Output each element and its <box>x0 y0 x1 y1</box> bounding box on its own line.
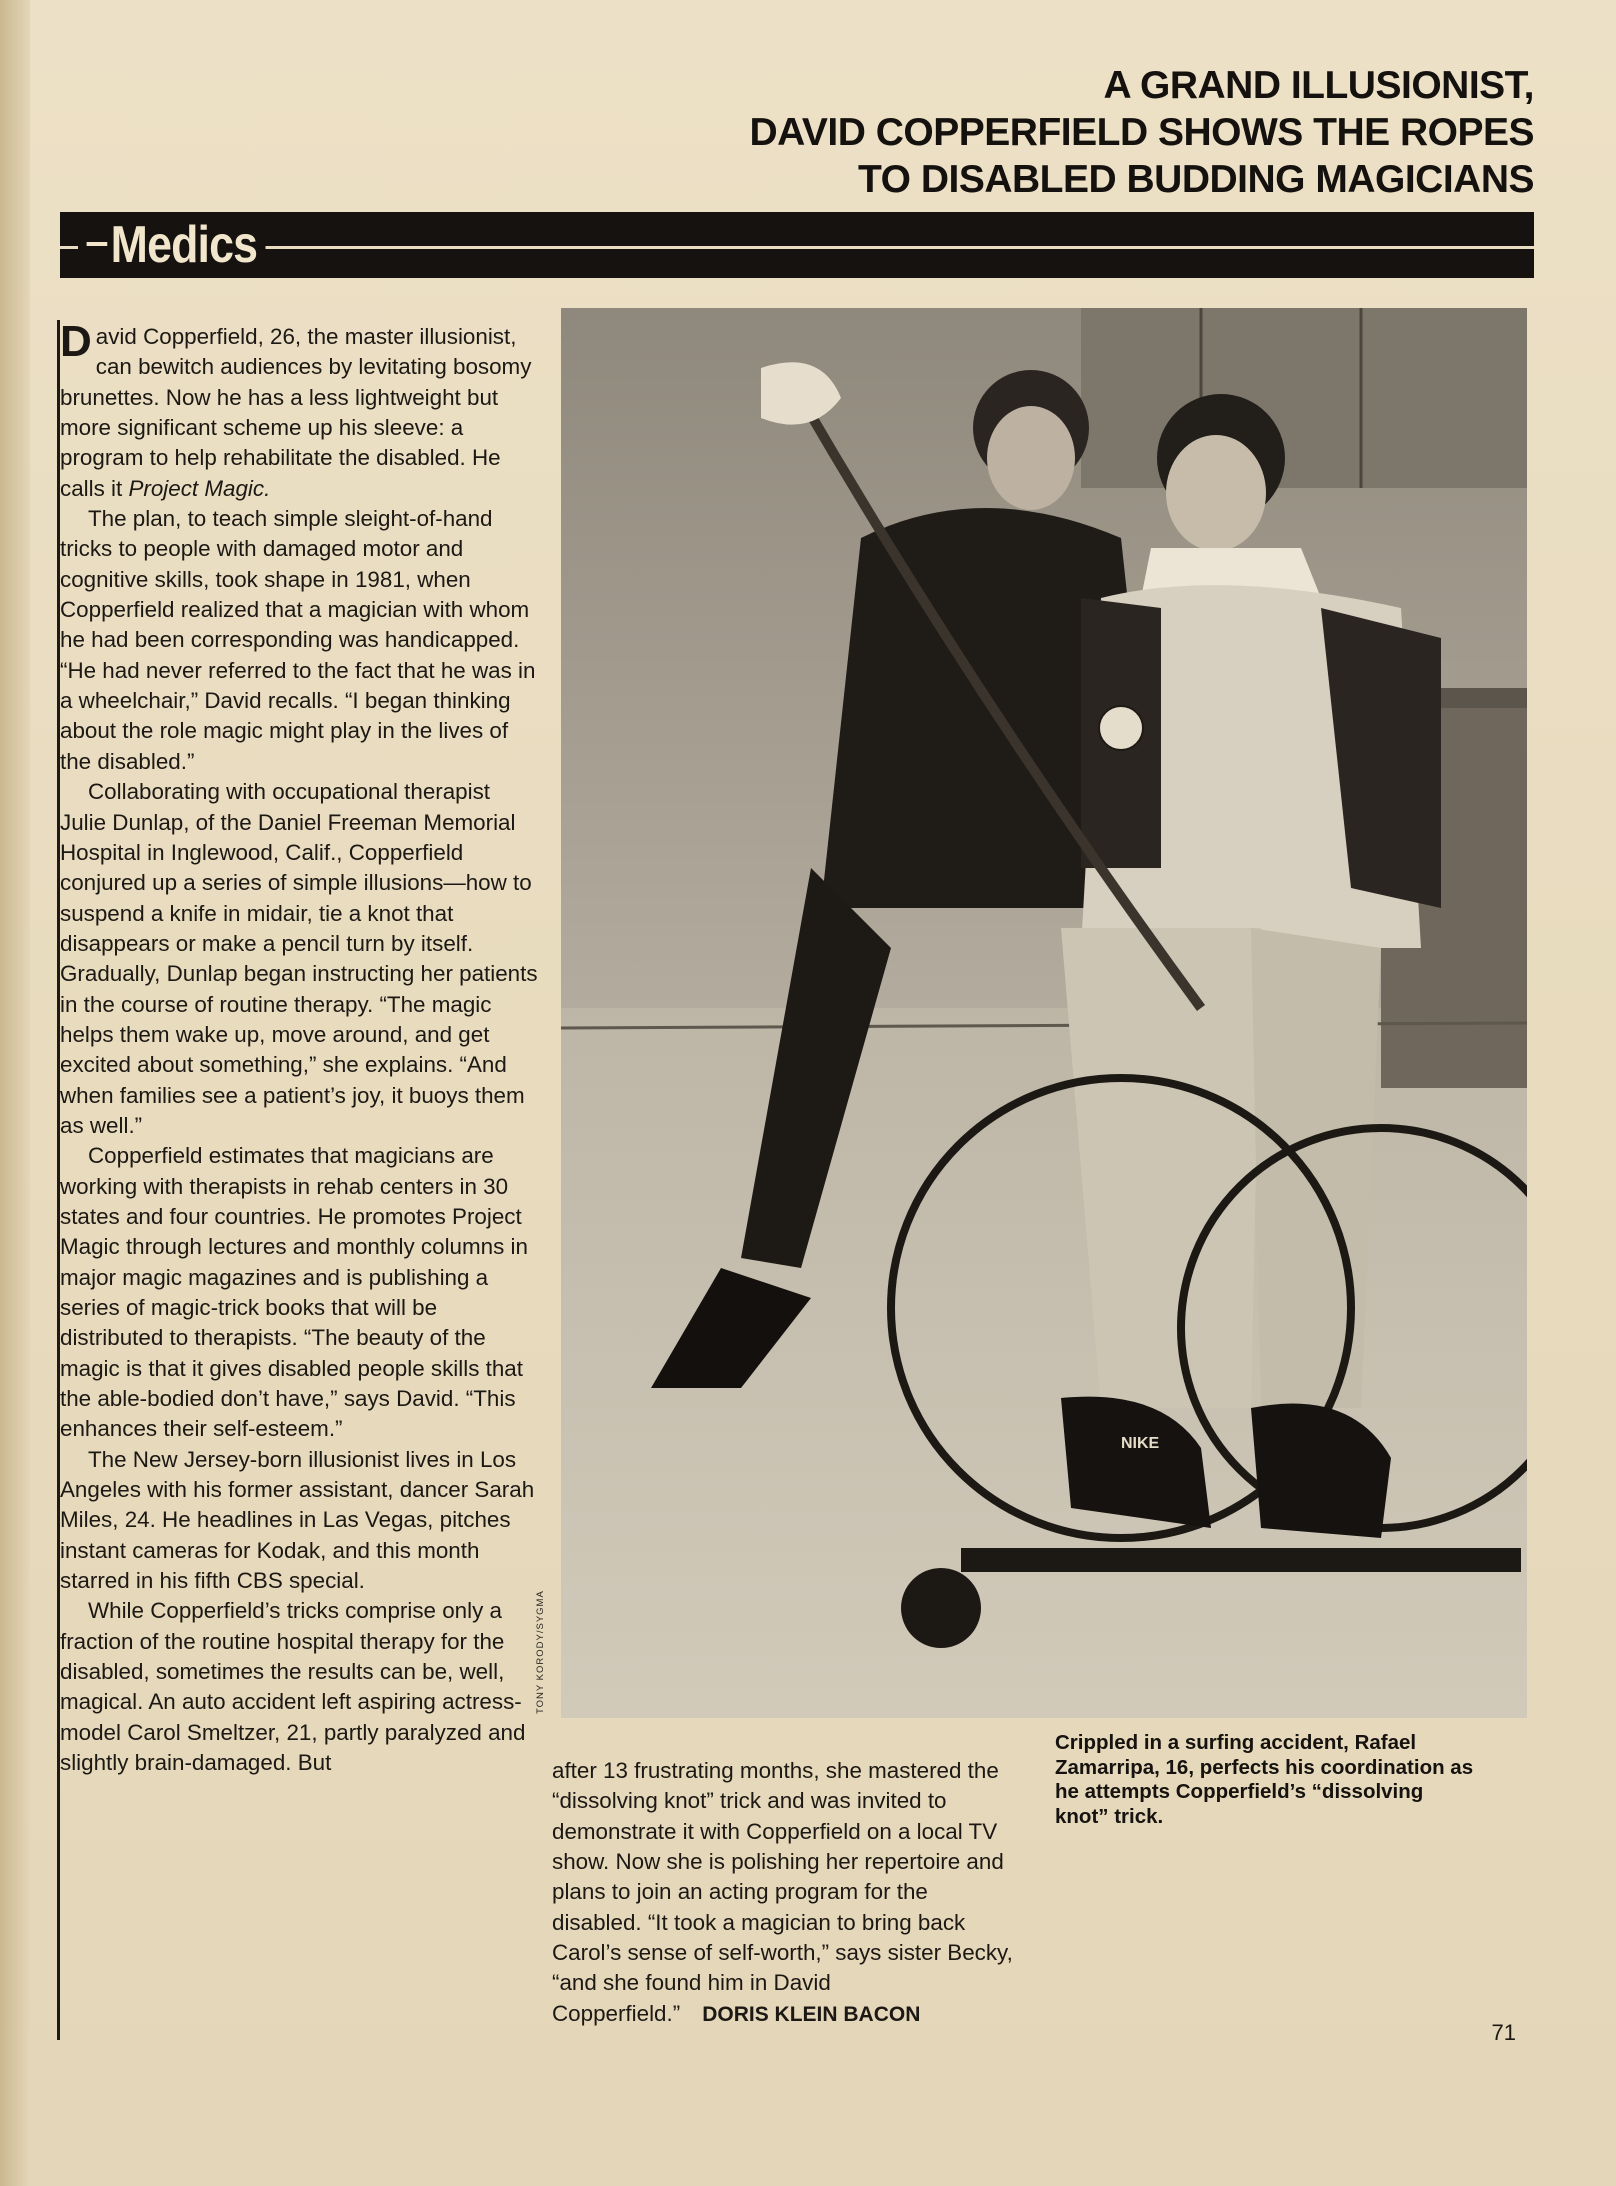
article-column-1 <box>60 317 538 1779</box>
paragraph-2: The plan, to teach simple sleight-of-hand tricks to people with damaged motor and cognitive skills, took shape in 1981, when Copperfield realized that a magician with whom he had been corresponding was handicapped. “He had never referred to the fact that he was in a wheelchair,” David recalls. “I began thinking about the role magic might play in the lives of the disabled.” <box>60 506 536 774</box>
paragraph-4: Copperfield estimates that magicians are working with therapists in rehab centers in 30 states and four countries. He promotes Project Magic through lectures and monthly columns in major magic magazines and is publishing a series of magic-trick books that will be distributed to therapists. “The beauty of the magic is that it gives disabled people skills that the able-bodied don’t have,” says David. “This enhances their self-esteem.” <box>60 1143 528 1442</box>
paragraph-7-text: after 13 frustrating months, she mastered the “dissolving knot” trick and was invited to demonstrate it with Copperfield on a local TV show. Now she is polishing her repertoire and plans to join an acting program for the disabled. “It took a magician to bring back Carol’s sense of self-worth,” says sister Becky, “and she found him in David Copperfield.” <box>552 1758 1013 2026</box>
paragraph-7 <box>552 1756 1022 2030</box>
paragraph-5: The New Jersey-born illusionist lives in Los Angeles with his former assistant, dancer Sarah Miles, 24. He headlines in Las Vegas, pitches instant cameras for Kodak, and this month starred in his fifth CBS special. <box>60 1446 535 1594</box>
section-label-dash <box>87 242 108 246</box>
paragraph-1-text: avid Copperfield, 26, the master illusionist, can bewitch audiences by levitating bosomy brunettes. Now he has a less lightweight but more significant scheme up his sleeve: a program to help rehabilitate the disabled. He calls it <box>60 324 532 501</box>
photo-credit: TONY KORODY/SYGMA <box>535 1590 546 1714</box>
article-photo <box>561 308 1527 1718</box>
project-name: Project Magic. <box>128 475 271 501</box>
shoe-logo-text: NIKE <box>1121 1435 1160 1452</box>
section-label-text: Medics <box>110 216 258 274</box>
headline-line-3: TO DISABLED BUDDING MAGICIANS <box>858 158 1534 201</box>
page-edge-shadow <box>0 0 30 2186</box>
paragraph-1 <box>60 317 538 504</box>
byline: DORIS KLEIN BACON <box>702 2002 921 2026</box>
article-headline <box>434 62 1534 203</box>
page-number: 71 <box>1491 2020 1516 2045</box>
drop-cap: D <box>60 317 92 366</box>
headline-line-2: DAVID COPPERFIELD SHOWS THE ROPES <box>749 111 1534 154</box>
article-column-2 <box>552 1756 1022 2030</box>
photo-caption: Crippled in a surfing accident, Rafael Zamarripa, 16, perfects his coordination as he attempts Copperfield’s “dissolving knot” trick. <box>1055 1731 1474 1828</box>
headline-line-1: A GRAND ILLUSIONIST, <box>1103 64 1534 107</box>
paragraph-6: While Copperfield’s tricks comprise only a fraction of the routine hospital therapy for the disabled, sometimes the results can be, well, magical. An auto accident left aspiring actress-model Carol Smeltzer, 21, partly paralyzed and slightly brain-damaged. But <box>60 1598 526 1776</box>
photo-illustration <box>561 308 1527 1718</box>
section-label <box>78 214 266 276</box>
section-rule-band <box>60 212 1534 278</box>
paragraph-3: Collaborating with occupational therapist Julie Dunlap, of the Daniel Freeman Memorial Hospital in Inglewood, Calif., Copperfield conjured up a series of simple illusions—how to suspend a knife in midair, tie a knot that disappears or make a pencil turn by itself. Gradually, Dunlap began instructing her patients in the course of routine therapy. “The magic helps them wake up, move around, and get excited about something,” she explains. “And when families see a patient’s joy, it buoys them as well.” <box>60 779 538 1138</box>
section-rule-stripe <box>60 246 1534 249</box>
